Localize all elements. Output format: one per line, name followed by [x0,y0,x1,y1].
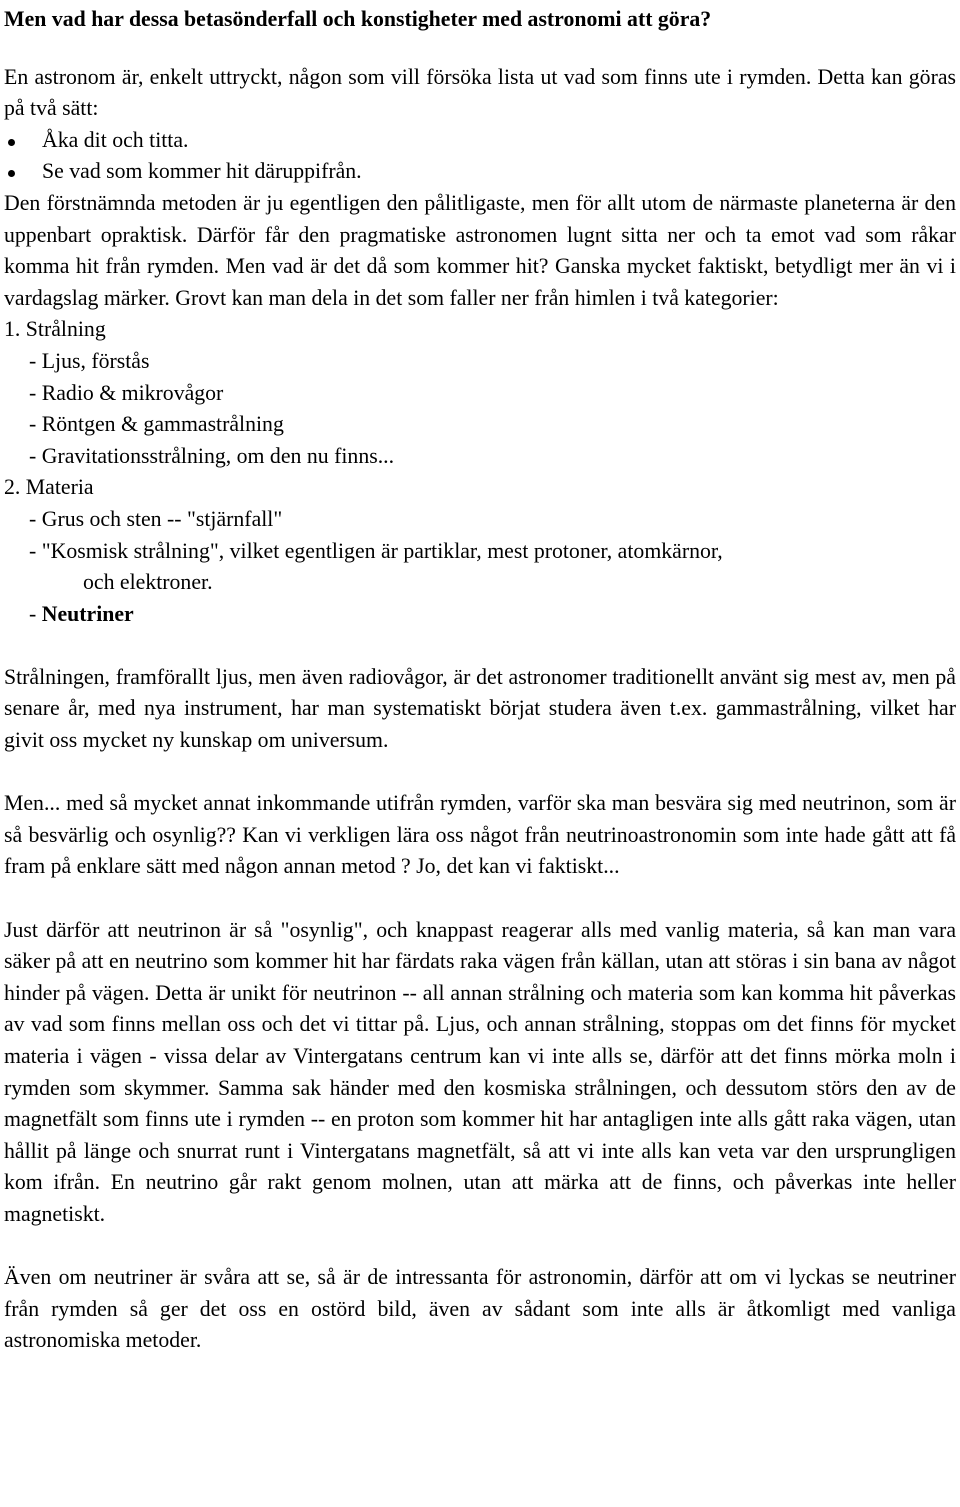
category-item [4,599,956,631]
spacer [4,1231,956,1263]
body-paragraph: Just därför att neutrinon är så "osynlig", och knappast reagerar alls med vanlig materia, så kan man vara säker på att en neutrino som kommer hit har färdats raka vägen från källan, utan att störas i sin bana av något hinder på vägen. Detta är unikt för neutrinon -- all annan strålning och materia som kan komma hit påverkas av vad som finns mellan oss och det vi tittar på. Ljus, och annan strålning, stoppas om det finns för mycket materia i vägen - vissa delar av Vintergatans centrum kan vi inte alls se, därför att det finns mörka moln i rymden som skymmer. Samma sak händer med den kosmiska strålningen, och dessutom störs den av de magnetfält som finns ute i rymden -- en proton som kommer hit har antagligen inte alls gått raka vägen, utan hållit på länge och snurrat runt i Vintergatans magnetfält, så att vi inte alls kan veta var den ursprungligen kom ifrån. En neutrino går rakt genom molnen, utan att märka att de finns, och påverkas inte heller magnetiskt. [4,917,956,1226]
spacer [4,883,956,915]
methods-paragraph: Den förstnämnda metoden är ju egentligen den pålitligaste, men för allt utom de närmaste planeterna är den uppenbart opraktisk. Därför får den pragmatiske astronomen lugnt sitta ner och ta emot vad som råkar komma hit från rymden. Men vad är det då som kommer hit? Ganska mycket faktiskt, betydligt mer än vi i vardagslag märker. Grovt kan man dela in det som faller ner från himlen i två kategorier: [4,190,956,310]
category-item-continuation: och elektroner. [83,570,213,595]
body-paragraph: Strålningen, framförallt ljus, men även radiovågor, är det astronomer traditionellt använt sig mest av, men på senare år, med nya instrument, har man systematiskt börjat studera även t.ex. gammastrålning, vilket har givit oss mycket ny kunskap om universum. [4,664,956,753]
spacer [4,36,956,62]
bullet-dot-icon [8,170,15,177]
body-paragraph: Men... med så mycket annat inkommande utifrån rymden, varför ska man besvära sig med neutrinon, som är så besvärlig och osynlig?? Kan vi verkligen lära oss något från neutrinoastronomin som inte hade gått att få fram på enklare sätt med någon annan metod ? Jo, det kan vi faktiskt... [4,791,956,879]
bullet-text: Åka dit och titta. [42,127,189,152]
category-matter [4,472,956,630]
category-item: - Radio & mikrovågor [29,380,224,405]
body-paragraph: Även om neutriner är svåra att se, så är de intressanta för astronomin, därför att om vi lyckas se neutriner från rymden så ger det oss en ostörd bild, även av sådant som inte alls är åtkomligt med vanliga astronomiska metoder. [4,1265,956,1353]
category-title: 2. Materia [4,475,94,500]
intro-paragraph: En astronom är, enkelt uttryckt, någon som vill försöka lista ut vad som finns ute i rymden. Detta kan göras på två sätt: [4,64,956,121]
category-title: 1. Strålning [4,317,106,342]
category-item: - Röntgen & gammastrålning [29,412,284,437]
bullet-dot-icon [8,139,15,146]
spacer [4,757,956,789]
category-item: - Ljus, förstås [29,348,150,373]
spacer [4,630,956,662]
category-item [4,536,956,599]
neutriner-label: Neutriner [41,601,134,626]
category-item-line: - "Kosmisk strålning", vilket egentligen är partiklar, mest protoner, atomkärnor, [29,538,723,563]
bullet-text: Se vad som kommer hit däruppifrån. [42,159,362,184]
bullet-item [4,125,956,157]
method-bullet-list [4,125,956,188]
section-heading: Men vad har dessa betasönderfall och konstigheter med astronomi att göra? [4,7,712,31]
bullet-item [4,156,956,188]
category-radiation [4,314,956,472]
category-item: - Grus och sten -- "stjärnfall" [29,506,283,531]
category-item: - Gravitationsstrålning, om den nu finns... [29,443,395,468]
dash-marker: - [29,601,42,626]
